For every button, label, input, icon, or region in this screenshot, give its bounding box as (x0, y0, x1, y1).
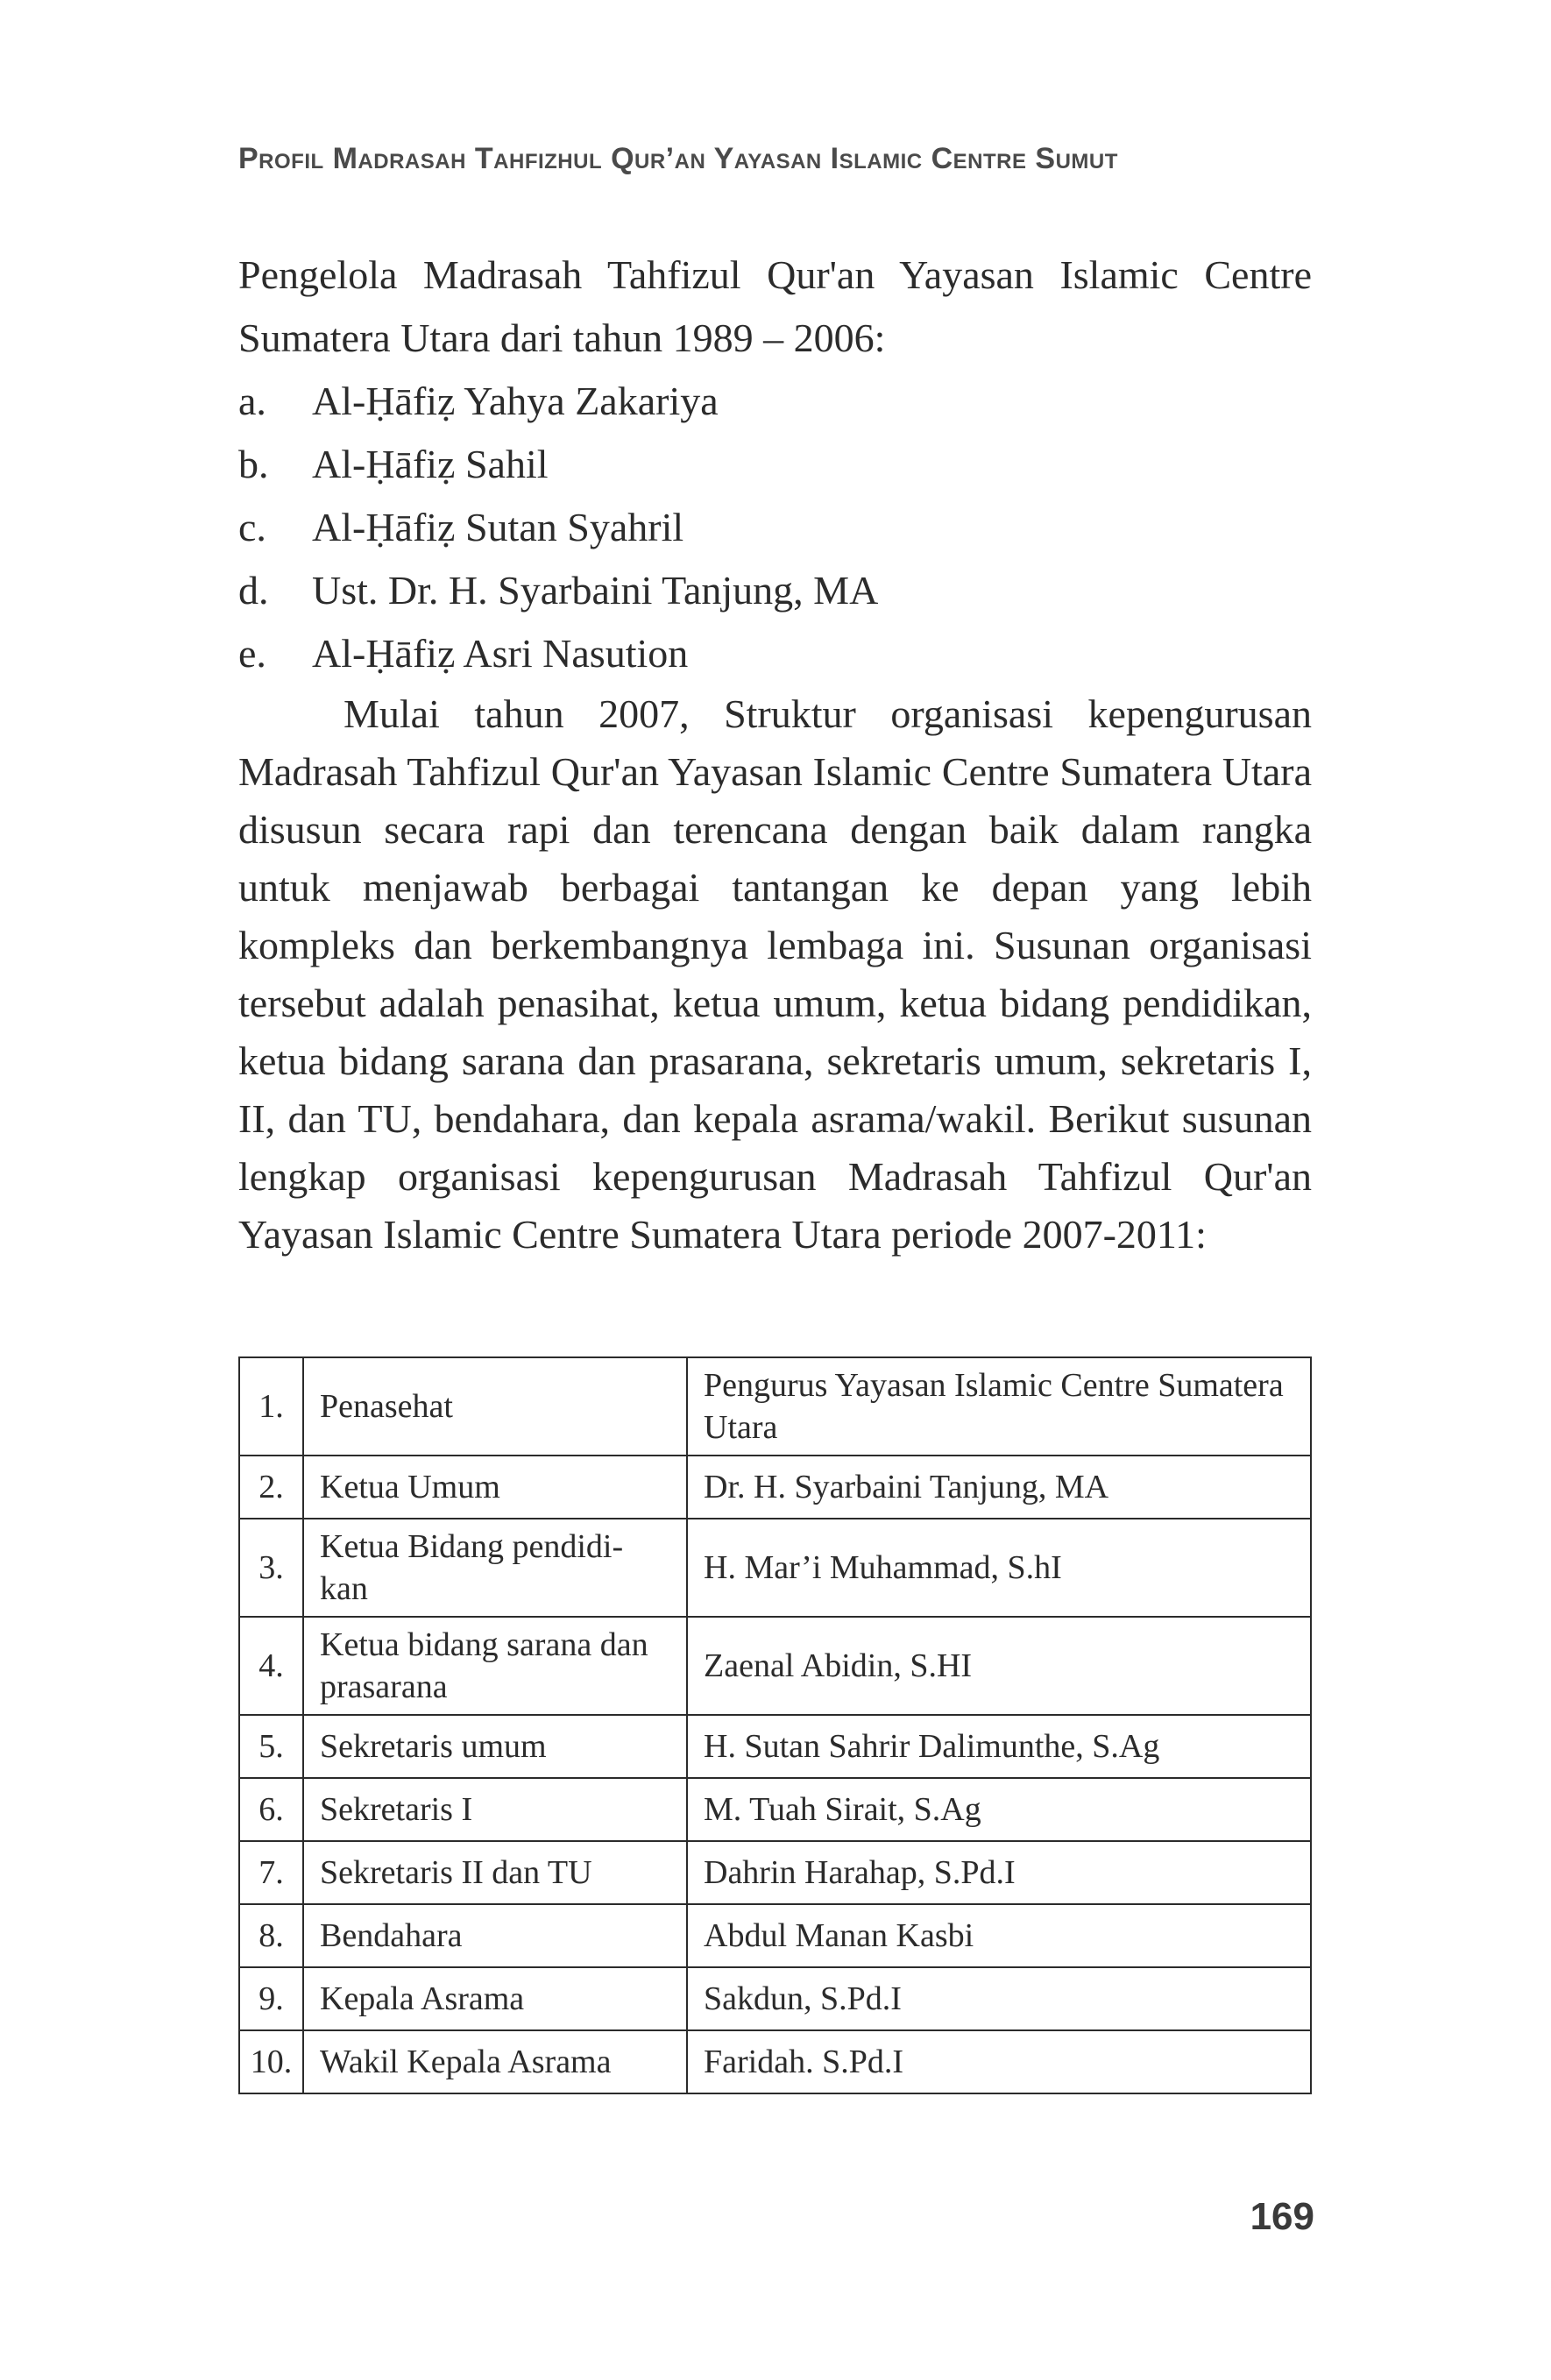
officer-cell: M. Tuah Sirait, S.Ag (687, 1778, 1311, 1841)
officer-cell: H. Sutan Sahrir Dalimunthe, S.Ag (687, 1715, 1311, 1778)
body-text (238, 244, 1312, 1264)
position-cell: Sekretaris umum (303, 1715, 687, 1778)
manager-name: Al-Ḥāfiẓ Sutan Syahril (312, 505, 684, 549)
row-number: 10. (239, 2030, 303, 2093)
running-header: Profil Madrasah Tahfizhul Qur’an Yayasan Islamic Centre Sumut (238, 142, 1118, 175)
list-marker: d. (238, 568, 269, 613)
list-item (238, 433, 1312, 496)
list-item (238, 496, 1312, 559)
manager-name: Al-Ḥāfiẓ Yahya Zakariya (312, 379, 719, 423)
officer-cell: Abdul Manan Kasbi (687, 1904, 1311, 1967)
row-number: 2. (239, 1456, 303, 1519)
table-row (239, 1967, 1311, 2030)
table-row (239, 1617, 1311, 1715)
table-row (239, 1715, 1311, 1778)
table-row (239, 1778, 1311, 1841)
intro-text: Pengelola Madrasah Tahfizul Qur'an Yayasan Islamic Centre Sumatera Utara dari tahun 1989 – 2006: (238, 252, 1312, 360)
table-row (239, 1904, 1311, 1967)
row-number: 1. (239, 1357, 303, 1456)
row-number: 9. (239, 1967, 303, 2030)
list-marker: b. (238, 442, 269, 486)
organization-table (238, 1356, 1312, 2094)
position-cell: Ketua Bidang pendidi-kan (303, 1519, 687, 1617)
page-number: 169 (1250, 2195, 1314, 2238)
position-cell: Kepala Asrama (303, 1967, 687, 2030)
position-cell: Wakil Kepala Asrama (303, 2030, 687, 2093)
table-row (239, 2030, 1311, 2093)
position-cell: Ketua bidang sarana dan prasarana (303, 1617, 687, 1715)
table-row (239, 1357, 1311, 1456)
list-item (238, 370, 1312, 433)
officer-cell: Pengurus Yayasan Islamic Centre Sumatera Utara (687, 1357, 1311, 1456)
organization-paragraph: Mulai tahun 2007, Struktur organisasi kepengurusan Madrasah Tahfizul Qur'an Yayasan Islamic Centre Sumatera Utara disusun secara rapi dan terencana dengan baik dalam rangka untuk menjawab berbagai tantangan ke depan yang lebih kompleks dan berkembangnya lembaga ini. Susunan organisasi tersebut adalah penasihat, ketua umum, ketua bidang pendidikan, ketua bidang sarana dan prasarana, sekretaris umum, sekretaris I, II, dan TU, bendahara, dan kepala asrama/wakil. Berikut susunan lengkap organisasi kepengurusan Madrasah Tahfizul Qur'an Yayasan Islamic Centre Sumatera Utara periode 2007-2011: (238, 691, 1312, 1257)
position-cell: Sekretaris II dan TU (303, 1841, 687, 1904)
officer-cell: Dr. H. Syarbaini Tanjung, MA (687, 1456, 1311, 1519)
officer-cell: Dahrin Harahap, S.Pd.I (687, 1841, 1311, 1904)
officer-cell: Sakdun, S.Pd.I (687, 1967, 1311, 2030)
table-row (239, 1519, 1311, 1617)
row-number: 7. (239, 1841, 303, 1904)
position-cell: Penasehat (303, 1357, 687, 1456)
row-number: 8. (239, 1904, 303, 1967)
list-marker: e. (238, 631, 266, 676)
manager-name: Al-Ḥāfiẓ Asri Nasution (312, 631, 689, 676)
manager-list (238, 370, 1312, 685)
manager-name: Al-Ḥāfiẓ Sahil (312, 442, 549, 486)
row-number: 4. (239, 1617, 303, 1715)
position-cell: Bendahara (303, 1904, 687, 1967)
list-item (238, 559, 1312, 622)
manager-name: Ust. Dr. H. Syarbaini Tanjung, MA (312, 568, 879, 613)
officer-cell: H. Mar’i Muhammad, S.hI (687, 1519, 1311, 1617)
table-row (239, 1456, 1311, 1519)
list-marker: a. (238, 379, 266, 423)
list-item (238, 622, 1312, 685)
officer-cell: Faridah. S.Pd.I (687, 2030, 1311, 2093)
table-row (239, 1841, 1311, 1904)
position-cell: Ketua Umum (303, 1456, 687, 1519)
position-cell: Sekretaris I (303, 1778, 687, 1841)
row-number: 3. (239, 1519, 303, 1617)
row-number: 5. (239, 1715, 303, 1778)
officer-cell: Zaenal Abidin, S.HI (687, 1617, 1311, 1715)
list-marker: c. (238, 505, 266, 549)
row-number: 6. (239, 1778, 303, 1841)
